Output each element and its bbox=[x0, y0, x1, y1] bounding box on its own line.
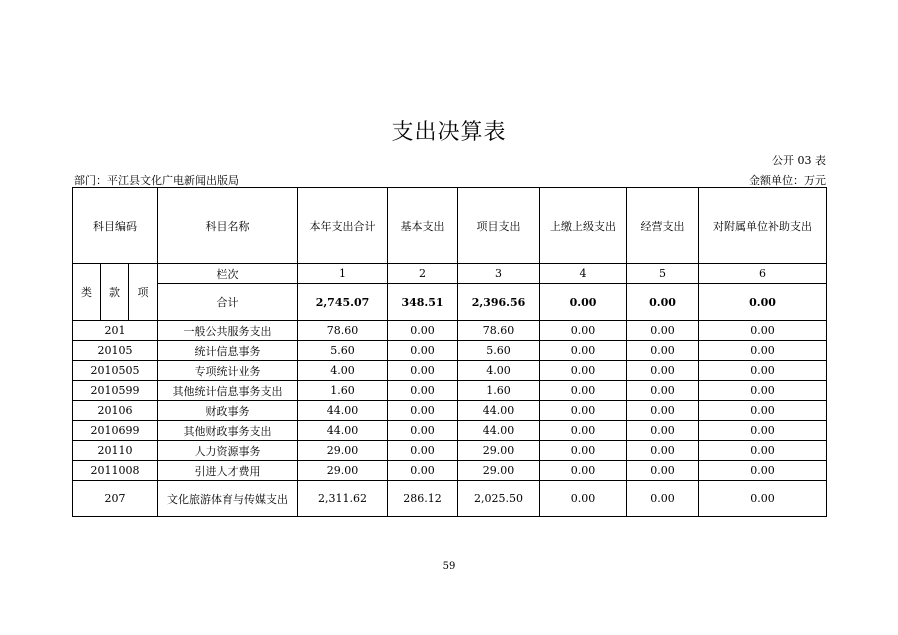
row-value-2: 0.00 bbox=[388, 421, 458, 441]
row-value-5: 0.00 bbox=[627, 461, 699, 481]
unit-label: 金额单位：万元 bbox=[749, 174, 826, 187]
row-code: 2010599 bbox=[73, 381, 158, 401]
table-row bbox=[73, 441, 827, 461]
row-name: 人力资源事务 bbox=[158, 441, 298, 461]
row-value-6: 0.00 bbox=[699, 381, 827, 401]
header-col-2: 基本支出 bbox=[388, 188, 458, 264]
table-row bbox=[73, 321, 827, 341]
row-value-4: 0.00 bbox=[540, 461, 627, 481]
expenditure-table bbox=[72, 187, 827, 517]
header-col-4: 上缴上级支出 bbox=[540, 188, 627, 264]
row-value-3: 1.60 bbox=[458, 381, 540, 401]
header-xiang: 项 bbox=[129, 264, 158, 321]
row-value-3: 44.00 bbox=[458, 421, 540, 441]
row-name: 专项统计业务 bbox=[158, 361, 298, 381]
header-lei: 类 bbox=[73, 264, 101, 321]
row-value-2: 0.00 bbox=[388, 441, 458, 461]
row-code: 2011008 bbox=[73, 461, 158, 481]
row-value-4: 0.00 bbox=[540, 321, 627, 341]
row-value-1: 4.00 bbox=[298, 361, 388, 381]
col-num-5: 5 bbox=[627, 264, 699, 284]
row-value-6: 0.00 bbox=[699, 441, 827, 461]
header-name: 科目名称 bbox=[158, 188, 298, 264]
row-name: 其他财政事务支出 bbox=[158, 421, 298, 441]
row-value-6: 0.00 bbox=[699, 401, 827, 421]
row-value-6: 0.00 bbox=[699, 461, 827, 481]
row-value-1: 1.60 bbox=[298, 381, 388, 401]
row-code: 201 bbox=[73, 321, 158, 341]
row-value-2: 0.00 bbox=[388, 361, 458, 381]
total-value-6: 0.00 bbox=[699, 284, 827, 321]
total-value-4: 0.00 bbox=[540, 284, 627, 321]
total-value-3: 2,396.56 bbox=[458, 284, 540, 321]
row-name: 一般公共服务支出 bbox=[158, 321, 298, 341]
row-name: 财政事务 bbox=[158, 401, 298, 421]
row-code: 20110 bbox=[73, 441, 158, 461]
header-row bbox=[73, 188, 827, 264]
form-code: 公开 03 表 bbox=[772, 154, 826, 167]
row-value-4: 0.00 bbox=[540, 441, 627, 461]
row-value-1: 2,311.62 bbox=[298, 481, 388, 517]
total-value-2: 348.51 bbox=[388, 284, 458, 321]
row-value-6: 0.00 bbox=[699, 481, 827, 517]
row-value-6: 0.00 bbox=[699, 421, 827, 441]
row-value-6: 0.00 bbox=[699, 321, 827, 341]
row-value-2: 0.00 bbox=[388, 341, 458, 361]
row-value-2: 0.00 bbox=[388, 461, 458, 481]
row-value-4: 0.00 bbox=[540, 421, 627, 441]
row-value-5: 0.00 bbox=[627, 341, 699, 361]
col-num-6: 6 bbox=[699, 264, 827, 284]
row-code: 20105 bbox=[73, 341, 158, 361]
column-number-row bbox=[73, 264, 827, 284]
table-row bbox=[73, 461, 827, 481]
total-value-1: 2,745.07 bbox=[298, 284, 388, 321]
row-value-5: 0.00 bbox=[627, 361, 699, 381]
row-value-5: 0.00 bbox=[627, 441, 699, 461]
row-value-2: 0.00 bbox=[388, 381, 458, 401]
row-value-2: 0.00 bbox=[388, 401, 458, 421]
row-value-6: 0.00 bbox=[699, 361, 827, 381]
table-row bbox=[73, 361, 827, 381]
row-value-4: 0.00 bbox=[540, 401, 627, 421]
table-row bbox=[73, 381, 827, 401]
row-value-1: 44.00 bbox=[298, 401, 388, 421]
row-value-3: 5.60 bbox=[458, 341, 540, 361]
table-row bbox=[73, 341, 827, 361]
table-row bbox=[73, 481, 827, 517]
row-value-1: 29.00 bbox=[298, 461, 388, 481]
row-code: 20106 bbox=[73, 401, 158, 421]
col-num-3: 3 bbox=[458, 264, 540, 284]
row-value-3: 44.00 bbox=[458, 401, 540, 421]
row-value-5: 0.00 bbox=[627, 401, 699, 421]
col-num-4: 4 bbox=[540, 264, 627, 284]
row-value-4: 0.00 bbox=[540, 341, 627, 361]
row-value-3: 29.00 bbox=[458, 461, 540, 481]
department-label: 部门：平江县文化广电新闻出版局 bbox=[74, 174, 239, 187]
row-code: 2010505 bbox=[73, 361, 158, 381]
row-value-3: 78.60 bbox=[458, 321, 540, 341]
header-col-1: 本年支出合计 bbox=[298, 188, 388, 264]
row-value-2: 286.12 bbox=[388, 481, 458, 517]
header-col-5: 经营支出 bbox=[627, 188, 699, 264]
row-name: 文化旅游体育与传媒支出 bbox=[158, 481, 298, 517]
row-value-1: 5.60 bbox=[298, 341, 388, 361]
row-code: 207 bbox=[73, 481, 158, 517]
header-code: 科目编码 bbox=[73, 188, 158, 264]
col-num-2: 2 bbox=[388, 264, 458, 284]
total-label: 合计 bbox=[158, 284, 298, 321]
header-col-6: 对附属单位补助支出 bbox=[699, 188, 827, 264]
row-value-1: 44.00 bbox=[298, 421, 388, 441]
page-number: 59 bbox=[442, 561, 456, 572]
row-name: 统计信息事务 bbox=[158, 341, 298, 361]
row-value-3: 29.00 bbox=[458, 441, 540, 461]
row-value-4: 0.00 bbox=[540, 381, 627, 401]
row-value-3: 2,025.50 bbox=[458, 481, 540, 517]
table-row bbox=[73, 421, 827, 441]
row-value-5: 0.00 bbox=[627, 381, 699, 401]
row-value-5: 0.00 bbox=[627, 421, 699, 441]
table-row bbox=[73, 401, 827, 421]
row-value-3: 4.00 bbox=[458, 361, 540, 381]
row-value-4: 0.00 bbox=[540, 481, 627, 517]
col-num-1: 1 bbox=[298, 264, 388, 284]
row-value-2: 0.00 bbox=[388, 321, 458, 341]
row-name: 引进人才费用 bbox=[158, 461, 298, 481]
row-value-1: 78.60 bbox=[298, 321, 388, 341]
row-code: 2010699 bbox=[73, 421, 158, 441]
row-value-4: 0.00 bbox=[540, 361, 627, 381]
row-value-6: 0.00 bbox=[699, 341, 827, 361]
total-value-5: 0.00 bbox=[627, 284, 699, 321]
header-col-3: 项目支出 bbox=[458, 188, 540, 264]
page-title: 支出决算表 bbox=[391, 120, 507, 145]
total-row bbox=[73, 284, 827, 321]
row-name: 其他统计信息事务支出 bbox=[158, 381, 298, 401]
header-kuan: 款 bbox=[101, 264, 129, 321]
row-value-1: 29.00 bbox=[298, 441, 388, 461]
row-value-5: 0.00 bbox=[627, 481, 699, 517]
header-lanci: 栏次 bbox=[158, 264, 298, 284]
row-value-5: 0.00 bbox=[627, 321, 699, 341]
